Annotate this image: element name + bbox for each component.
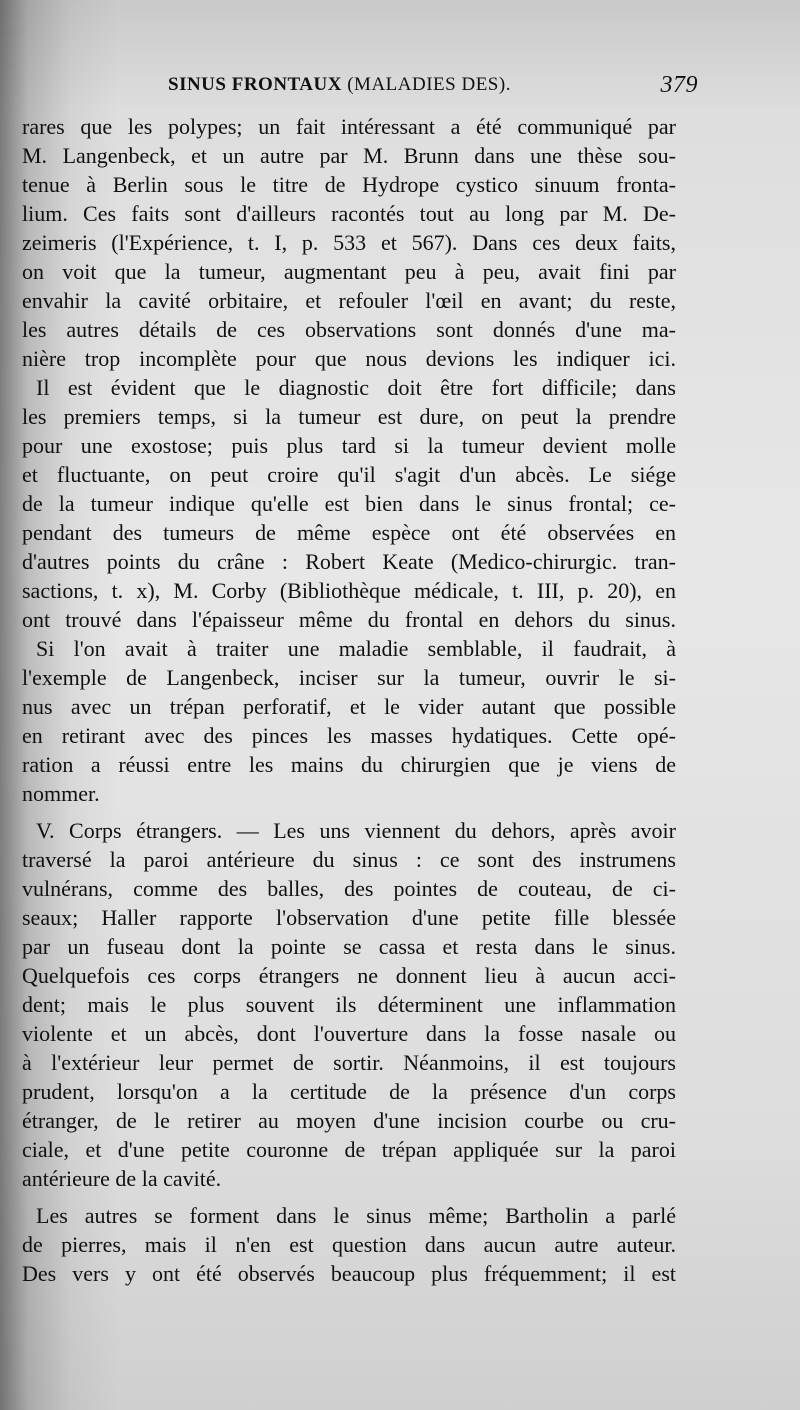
text-line: d'autres points du crâne : Robert Keate (Medico-chirurgic. tran- — [22, 549, 676, 574]
text-line: étranger, de le retirer au moyen d'une incision courbe ou cru- — [22, 1108, 676, 1133]
running-title-subtitle: (MALADIES DES). — [347, 74, 511, 95]
body-text — [22, 112, 676, 1288]
text-line: pendant des tumeurs de même espèce ont été observées en — [22, 520, 676, 545]
text-line: Quelquefois ces corps étrangers ne donnent lieu à aucun acci- — [22, 963, 676, 988]
text-line: rares que les polypes; un fait intéressant a été communiqué par — [22, 114, 676, 139]
text-line: traversé la paroi antérieure du sinus : ce sont des instrumens — [22, 847, 676, 872]
text-line: lium. Ces faits sont d'ailleurs racontés tout au long par M. De- — [22, 201, 676, 226]
paragraph-start-line: Si l'on avait à traiter une maladie semblable, il faudrait, à — [36, 636, 676, 661]
paragraph-end-line: antérieure de la cavité. — [22, 1166, 222, 1191]
text-line: zeimeris (l'Expérience, t. I, p. 533 et 567). Dans ces deux faits, — [22, 230, 676, 255]
running-title — [168, 74, 511, 96]
text-line: les autres détails de ces observations sont donnés d'une ma- — [22, 317, 676, 342]
text-line: tenue à Berlin sous le titre de Hydrope cystico sinuum fronta- — [22, 172, 676, 197]
text-line: les premiers temps, si la tumeur est dure, on peut la prendre — [22, 404, 676, 429]
text-line: nus avec un trépan perforatif, et le vider autant que possible — [22, 694, 676, 719]
text-line: ration a réussi entre les mains du chirurgien que je viens de — [22, 752, 676, 777]
text-line: et fluctuante, on peut croire qu'il s'agit d'un abcès. Le siége — [22, 462, 676, 487]
page-number: 379 — [660, 72, 698, 98]
section-heading-line: V. Corps étrangers. — Les uns viennent du dehors, après avoir — [36, 818, 676, 843]
text-line: à l'extérieur leur permet de sortir. Néanmoins, il est toujours — [22, 1050, 676, 1075]
text-line: l'exemple de Langenbeck, inciser sur la tumeur, ouvrir le si- — [22, 665, 676, 690]
running-header — [168, 72, 698, 110]
text-line: prudent, lorsqu'on a la certitude de la présence d'un corps — [22, 1079, 676, 1104]
text-line: violente et un abcès, dont l'ouverture dans la fosse nasale ou — [22, 1021, 676, 1046]
text-line: M. Langenbeck, et un autre par M. Brunn dans une thèse sou- — [22, 143, 676, 168]
text-line: ont trouvé dans l'épaisseur même du frontal en dehors du sinus. — [22, 607, 676, 632]
paragraph-start-line: Il est évident que le diagnostic doit être fort difficile; dans — [36, 375, 676, 400]
text-line: vulnérans, comme des balles, des pointes de couteau, de ci- — [22, 876, 676, 901]
text-line: par un fuseau dont la pointe se cassa et resta dans le sinus. — [22, 934, 676, 959]
text-line: envahir la cavité orbitaire, et refouler l'œil en avant; du reste, — [22, 288, 676, 313]
text-line: sactions, t. x), M. Corby (Bibliothèque médicale, t. III, p. 20), en — [22, 578, 676, 603]
text-line: de la tumeur indique qu'elle est bien dans le sinus frontal; ce- — [22, 491, 676, 516]
text-line: ciale, et d'une petite couronne de trépan appliquée sur la paroi — [22, 1137, 676, 1162]
text-line: on voit que la tumeur, augmentant peu à peu, avait fini par — [22, 259, 676, 284]
text-line: nière trop incomplète pour que nous devions les indiquer ici. — [22, 346, 676, 371]
running-title-main: SINUS FRONTAUX — [168, 74, 342, 95]
text-line: en retirant avec des pinces les masses hydatiques. Cette opé- — [22, 723, 676, 748]
text-line: Des vers y ont été observés beaucoup plus fréquemment; il est — [22, 1261, 676, 1286]
text-line: dent; mais le plus souvent ils déterminent une inflammation — [22, 992, 676, 1017]
text-line: seaux; Haller rapporte l'observation d'une petite fille blessée — [22, 905, 676, 930]
paragraph-end-line: nommer. — [22, 781, 100, 806]
text-line: de pierres, mais il n'en est question dans aucun autre auteur. — [22, 1232, 676, 1257]
paragraph-start-line: Les autres se forment dans le sinus même; Bartholin a parlé — [36, 1203, 676, 1228]
text-line: pour une exostose; puis plus tard si la tumeur devient molle — [22, 433, 676, 458]
